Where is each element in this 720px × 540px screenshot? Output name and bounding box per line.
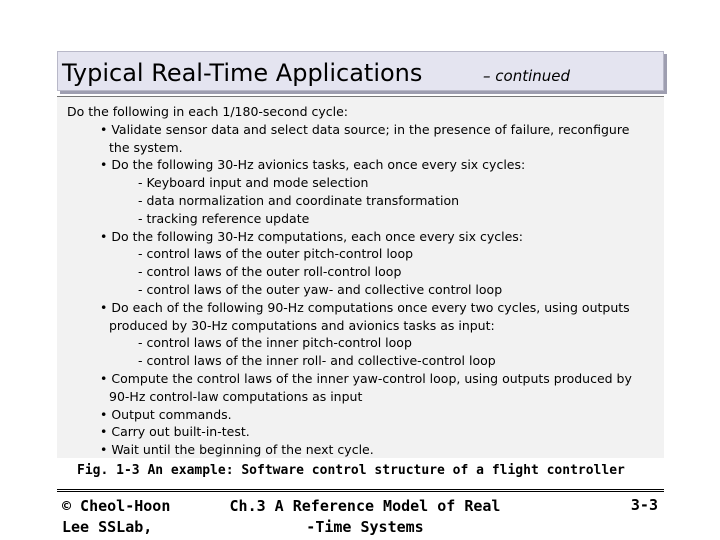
content-panel: [57, 96, 664, 458]
sub-item: - Keyboard input and mode selection: [138, 175, 369, 191]
footer-divider: [57, 489, 664, 492]
sub-item: - tracking reference update: [138, 210, 310, 226]
title-box: [57, 51, 664, 91]
sub-item: - control laws of the outer yaw- and collective control loop: [138, 281, 503, 297]
text-line: produced by 30-Hz computations and avionics tasks as input:: [109, 317, 495, 333]
bullet-line: • Validate sensor data and select data source; in the presence of failure, reconfigure: [100, 121, 630, 137]
sub-item: - control laws of the inner pitch-control loop: [138, 335, 412, 351]
sub-item: - data normalization and coordinate transformation: [138, 192, 460, 208]
footer-author: [62, 496, 170, 538]
content-text: [67, 103, 632, 459]
footer-chapter-line: Ch.3 A Reference Model of Real: [229, 497, 501, 515]
text-line: 90-Hz control-law computations as input: [109, 388, 363, 404]
bullet-line: • Do each of the following 90-Hz computations once every two cycles, using outputs: [100, 299, 630, 315]
text-line: Do the following in each 1/180-second cycle:: [67, 104, 348, 119]
footer-author-line: © Cheol-Hoon: [62, 497, 171, 515]
bullet-line: • Compute the control laws of the inner yaw-control loop, using outputs produced by: [100, 370, 632, 386]
page-number: 3-3: [630, 496, 658, 514]
footer-author-line: Lee SSLab,: [62, 518, 153, 536]
bullet-line: • Carry out built-in-test.: [100, 424, 250, 440]
text-line: the system.: [109, 139, 183, 155]
slide-title-suffix: – continued: [483, 67, 571, 85]
sub-item: - control laws of the outer roll-control loop: [138, 264, 402, 280]
sub-item: - control laws of the inner roll- and collective-control loop: [138, 353, 496, 369]
bullet-line: • Do the following 30-Hz avionics tasks, each once every six cycles:: [100, 157, 526, 173]
sub-item: - control laws of the outer pitch-control loop: [138, 246, 414, 262]
footer-chapter: [210, 496, 520, 538]
bullet-line: • Output commands.: [100, 406, 232, 422]
footer-chapter-line: -Time Systems: [306, 518, 424, 536]
bullet-line: • Wait until the beginning of the next cycle.: [100, 442, 374, 458]
figure-caption: Fig. 1-3 An example: Software control structure of a flight controller: [77, 463, 625, 478]
bullet-line: • Do the following 30-Hz computations, each once every six cycles:: [100, 228, 524, 244]
slide-title: Typical Real-Time Applications: [62, 59, 423, 87]
